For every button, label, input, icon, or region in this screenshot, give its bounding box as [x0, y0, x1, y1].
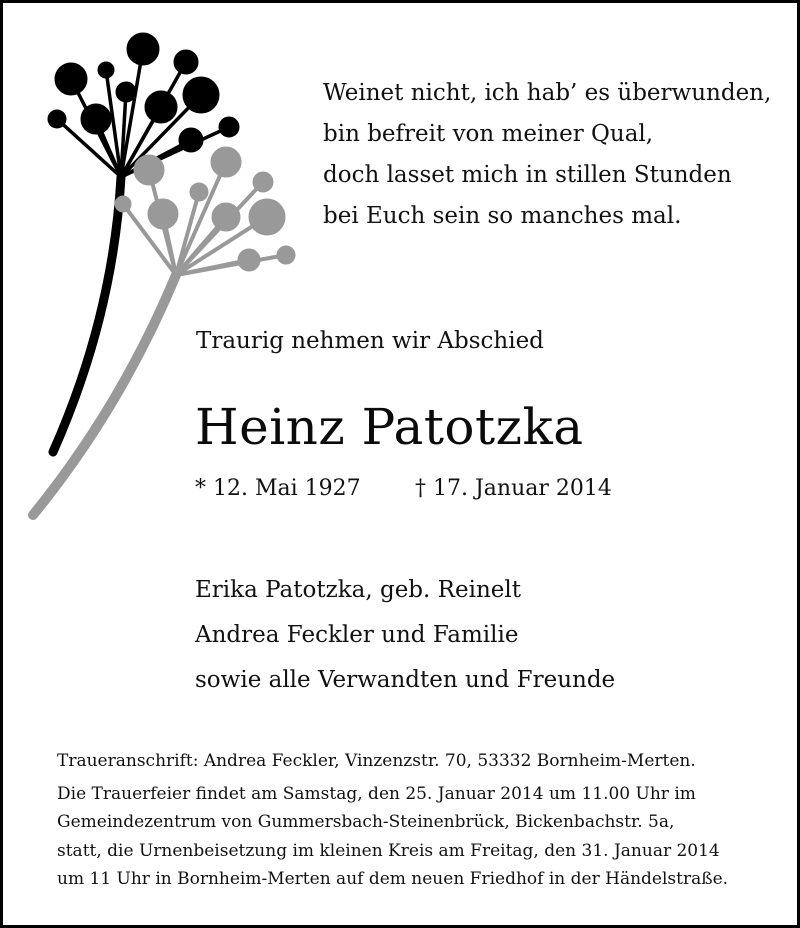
funeral-info-line: Die Trauerfeier findet am Samstag, den 25. Januar 2014 um 11.00 Uhr im: [57, 783, 696, 804]
dark-flower: [48, 33, 239, 452]
poem-line: bin befreit von meiner Qual,: [323, 121, 654, 147]
deceased-name: Heinz Patotzka: [195, 398, 584, 456]
mourning-address: Traueranschrift: Andrea Feckler, Vinzenzstr. 70, 53332 Bornheim-Merten.: [57, 751, 696, 771]
mourner-line: Erika Patotzka, geb. Reinelt: [195, 577, 521, 603]
mourner-line: Andrea Feckler und Familie: [195, 622, 519, 648]
poem-line: Weinet nicht, ich hab’ es überwunden,: [323, 80, 772, 106]
funeral-info-line: um 11 Uhr in Bornheim-Merten auf dem neuen Friedhof in der Händelstraße.: [57, 869, 729, 889]
poem-line: doch lasset mich in stillen Stunden: [323, 162, 732, 188]
funeral-info: [57, 747, 777, 894]
intro-text: Traurig nehmen wir Abschied: [196, 328, 544, 354]
death-date: † 17. Januar 2014: [415, 476, 612, 501]
mourner-line: sowie alle Verwandten und Freunde: [195, 667, 616, 693]
funeral-info-line: statt, die Urnenbeisetzung im kleinen Kreis am Freitag, den 31. Januar 2014: [57, 840, 720, 861]
funeral-info-line: Gemeindezentrum von Gummersbach-Steinenbrück, Bickenbachstr. 5a,: [57, 812, 675, 832]
poem-line: bei Euch sein so manches mal.: [323, 203, 682, 229]
poem: [323, 73, 771, 237]
mourners-list: [195, 568, 615, 703]
birth-date: * 12. Mai 1927: [195, 476, 361, 501]
